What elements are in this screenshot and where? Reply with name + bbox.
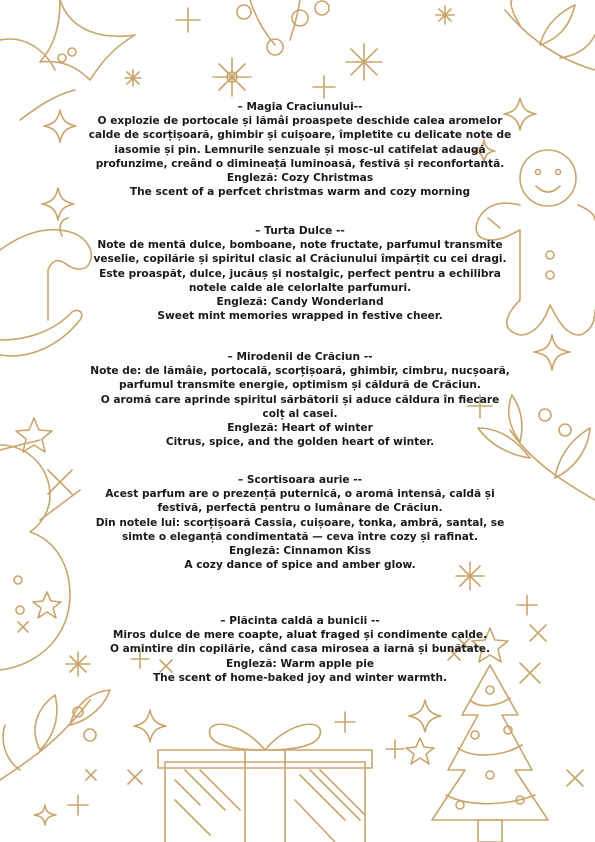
scent-description-line: iasomie și pin. Lemnurile senzuale și mosc-ul catifelat adaugă: [114, 143, 486, 156]
scent-section-placinta-calda: [60, 614, 540, 685]
scent-tagline: Sweet mint memories wrapped in festive cheer.: [157, 310, 443, 323]
scent-section-turta-dulce: [60, 224, 540, 323]
scent-description-line: O explozie de portocale și lămâi proaspete deschide calea aromelor: [97, 115, 503, 128]
scent-description-line: Acest parfum are o prezență puternică, o aromă intensă, caldă și: [105, 488, 495, 501]
scent-description-line: simte o eleganță condimentată — ceva între cozy și rafinat.: [121, 530, 479, 543]
scent-description-line: calde de scorțișoară, ghimbir și cuișoare, împletite cu delicate note de: [88, 129, 512, 142]
scent-title: – Turta Dulce --: [255, 225, 345, 237]
scent-description-line: parfumul transmite energie, optimism și căldură de Crăciun.: [119, 379, 481, 392]
scent-description-line: veselie, copilărie și spiritul clasic al Crăciunului împărțit cu cei dragi.: [93, 253, 507, 266]
scent-description-line: festivă, perfectă pentru o lumânare de Crăciun.: [157, 502, 443, 515]
scent-description-line: Note de: de lămâie, portocală, scorțișoară, ghimbir, cimbru, nucșoară,: [90, 365, 510, 378]
scent-description-line: Note de mentă dulce, bomboane, note fructate, parfumul transmite: [97, 239, 503, 252]
scent-title: – Mirodenii de Crăciun --: [227, 351, 373, 363]
scent-section-scortisoara-aurie: [60, 473, 540, 572]
scent-description-line: colț al casei.: [262, 407, 338, 420]
english-name: Engleză: Cinnamon Kiss: [228, 545, 372, 558]
scent-description-line: notele calde ale celorlalte parfumuri.: [188, 281, 412, 294]
scent-description-line: Miros dulce de mere coapte, aluat fraged și condimente calde.: [112, 629, 488, 642]
scent-title: – Plăcinta caldă a bunicii --: [220, 615, 380, 627]
scent-description-line: Este proaspăt, dulce, jucăuș și nostalgic, perfect pentru a echilibra: [99, 267, 501, 280]
scent-description-line: profunzime, creând o dimineață luminoasă, festivă și reconfortantă.: [95, 157, 505, 170]
english-name: Engleză: Heart of winter: [227, 422, 373, 435]
scent-tagline: The scent of a perfcet christmas warm and cozy morning: [129, 186, 471, 199]
scent-tagline: A cozy dance of spice and amber glow.: [184, 559, 416, 572]
scent-section-magia-craciunului: [60, 100, 540, 199]
english-name: Engleză: Candy Wonderland: [216, 296, 384, 309]
scent-tagline: Citrus, spice, and the golden heart of winter.: [165, 436, 435, 449]
scent-description-line: O aromă care aprinde spiritul sărbătorii și aduce căldura în fiecare: [100, 393, 500, 406]
scent-section-mirodenii-de-craciun: [60, 350, 540, 449]
scent-description-line: O amintire din copilărie, când casa mirosea a iarnă și bunătate.: [109, 643, 491, 656]
scent-tagline: The scent of home-baked joy and winter warmth.: [152, 671, 448, 684]
english-name: Engleză: Warm apple pie: [225, 657, 375, 670]
scent-title: – Magia Craciunului--: [237, 101, 363, 113]
scent-description-line: Din notele lui: scorțișoară Cassia, cuișoare, tonka, ambră, santal, se: [95, 516, 505, 529]
scent-title: – Scortisoara aurie --: [237, 474, 363, 486]
english-name: Engleză: Cozy Christmas: [226, 172, 374, 185]
